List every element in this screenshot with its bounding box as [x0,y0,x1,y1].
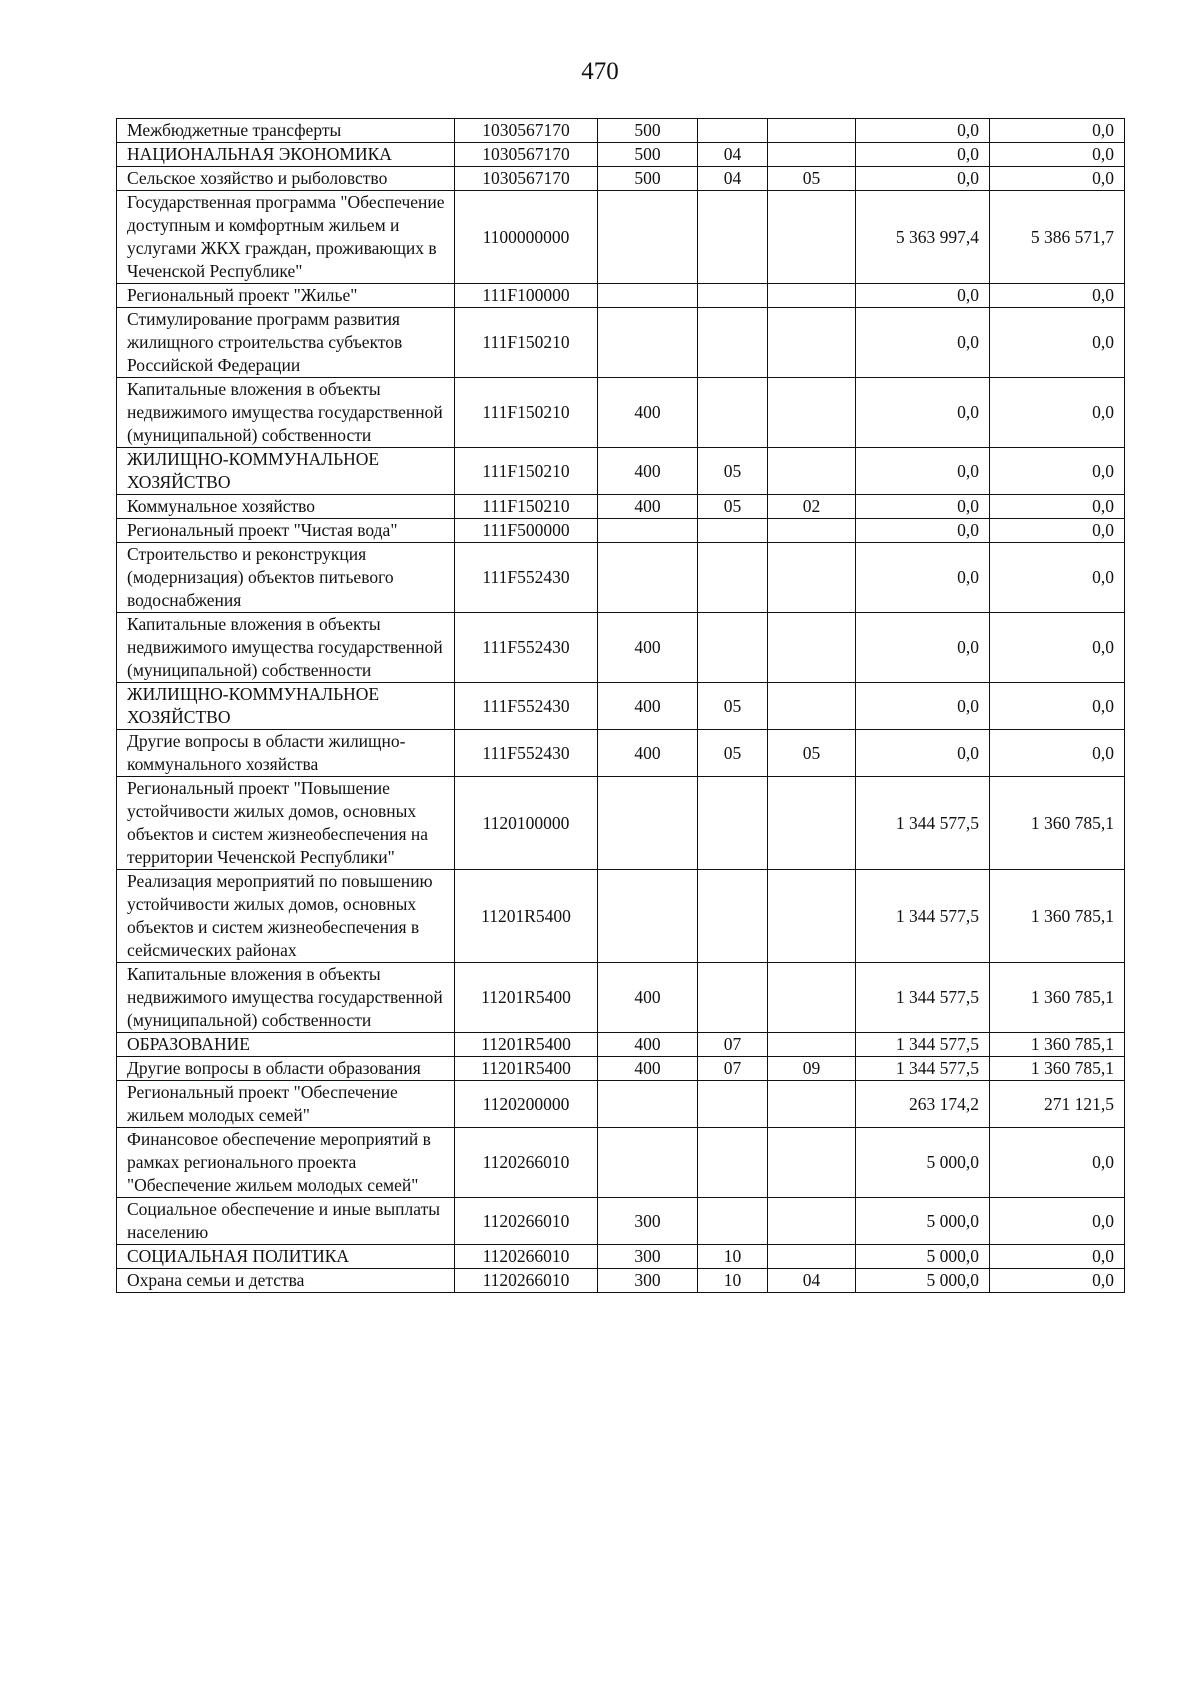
row-name: Капитальные вложения в объекты недвижимого имущества государственной (муниципальной) собственности [117,963,455,1033]
row-section [698,191,768,284]
row-amount-2: 0,0 [990,119,1125,143]
row-name: Другие вопросы в области жилищно-коммунального хозяйства [117,730,455,777]
row-expense-type: 400 [598,1033,698,1057]
row-expense-type [598,1128,698,1198]
row-amount-1: 0,0 [856,730,990,777]
row-expense-type [598,777,698,870]
row-amount-2: 0,0 [990,1198,1125,1245]
row-section: 05 [698,730,768,777]
table-row [117,1128,1125,1198]
row-name: Региональный проект "Обеспечение жильем молодых семей" [117,1081,455,1128]
row-code: 111F552430 [455,613,598,683]
row-amount-1: 0,0 [856,683,990,730]
row-amount-2: 1 360 785,1 [990,1057,1125,1081]
row-expense-type: 400 [598,730,698,777]
row-subsection: 09 [768,1057,856,1081]
row-name: Межбюджетные трансферты [117,119,455,143]
row-code: 1100000000 [455,191,598,284]
row-amount-2: 0,0 [990,613,1125,683]
row-expense-type [598,519,698,543]
table-row [117,167,1125,191]
row-amount-2: 0,0 [990,519,1125,543]
row-code: 111F500000 [455,519,598,543]
row-subsection [768,777,856,870]
row-name: Сельское хозяйство и рыболовство [117,167,455,191]
row-expense-type: 400 [598,448,698,495]
row-section: 04 [698,167,768,191]
row-amount-2: 1 360 785,1 [990,1033,1125,1057]
row-amount-1: 5 000,0 [856,1269,990,1293]
row-amount-2: 0,0 [990,167,1125,191]
row-subsection [768,519,856,543]
row-section [698,543,768,613]
row-code: 1030567170 [455,119,598,143]
row-code: 11201R5400 [455,963,598,1033]
row-amount-1: 5 000,0 [856,1128,990,1198]
table-row [117,777,1125,870]
row-subsection: 05 [768,167,856,191]
row-subsection [768,1081,856,1128]
row-name: Капитальные вложения в объекты недвижимого имущества государственной (муниципальной) собственности [117,613,455,683]
row-name: Реализация мероприятий по повышению устойчивости жилых домов, основных объектов и систем жизнеобеспечения в сейсмических районах [117,870,455,963]
row-amount-2: 0,0 [990,1245,1125,1269]
row-expense-type: 500 [598,167,698,191]
row-section [698,1128,768,1198]
row-subsection [768,284,856,308]
row-section: 10 [698,1269,768,1293]
row-amount-2: 0,0 [990,284,1125,308]
row-section: 05 [698,448,768,495]
row-code: 111F552430 [455,543,598,613]
row-expense-type: 300 [598,1198,698,1245]
table-body [117,119,1125,1293]
row-section [698,119,768,143]
row-section: 05 [698,495,768,519]
row-code: 11201R5400 [455,870,598,963]
row-subsection [768,191,856,284]
row-section [698,284,768,308]
table-row [117,519,1125,543]
row-expense-type: 400 [598,495,698,519]
row-name: Государственная программа "Обеспечение доступным и комфортным жильем и услугами ЖКХ граждан, проживающих в Чеченской Республике" [117,191,455,284]
row-subsection [768,143,856,167]
row-code: 1120266010 [455,1198,598,1245]
row-subsection: 04 [768,1269,856,1293]
table-row [117,683,1125,730]
row-amount-1: 0,0 [856,143,990,167]
row-expense-type: 400 [598,963,698,1033]
row-code: 1120100000 [455,777,598,870]
row-code: 1120200000 [455,1081,598,1128]
table-row [117,378,1125,448]
row-amount-1: 0,0 [856,284,990,308]
row-code: 111F150210 [455,308,598,378]
row-name: ОБРАЗОВАНИЕ [117,1033,455,1057]
row-amount-2: 0,0 [990,683,1125,730]
table-row [117,119,1125,143]
row-amount-1: 5 000,0 [856,1245,990,1269]
row-expense-type [598,1081,698,1128]
row-subsection [768,1245,856,1269]
row-amount-2: 1 360 785,1 [990,777,1125,870]
row-name: Региональный проект "Жилье" [117,284,455,308]
table-row [117,543,1125,613]
row-amount-2: 0,0 [990,543,1125,613]
row-expense-type [598,870,698,963]
budget-table [116,118,1125,1293]
table-row [117,613,1125,683]
row-section: 07 [698,1033,768,1057]
row-amount-1: 1 344 577,5 [856,777,990,870]
table-row [117,143,1125,167]
row-amount-2: 0,0 [990,1128,1125,1198]
row-section: 05 [698,683,768,730]
row-code: 111F150210 [455,495,598,519]
row-amount-1: 1 344 577,5 [856,870,990,963]
row-amount-2: 1 360 785,1 [990,963,1125,1033]
row-subsection [768,683,856,730]
row-subsection [768,119,856,143]
row-code: 1120266010 [455,1269,598,1293]
row-expense-type: 300 [598,1269,698,1293]
row-expense-type: 500 [598,119,698,143]
row-amount-2: 0,0 [990,448,1125,495]
row-expense-type [598,543,698,613]
row-amount-1: 1 344 577,5 [856,1057,990,1081]
table-row [117,1245,1125,1269]
row-name: ЖИЛИЩНО-КОММУНАЛЬНОЕ ХОЗЯЙСТВО [117,448,455,495]
row-amount-2: 1 360 785,1 [990,870,1125,963]
row-section: 07 [698,1057,768,1081]
row-amount-1: 5 363 997,4 [856,191,990,284]
row-expense-type: 400 [598,683,698,730]
row-amount-1: 0,0 [856,613,990,683]
row-amount-1: 0,0 [856,308,990,378]
row-amount-1: 0,0 [856,495,990,519]
row-amount-1: 0,0 [856,167,990,191]
table-row [117,448,1125,495]
row-name: НАЦИОНАЛЬНАЯ ЭКОНОМИКА [117,143,455,167]
row-amount-2: 0,0 [990,1269,1125,1293]
row-section [698,308,768,378]
row-subsection [768,963,856,1033]
row-amount-1: 0,0 [856,543,990,613]
row-expense-type [598,308,698,378]
row-section [698,1198,768,1245]
row-amount-1: 1 344 577,5 [856,1033,990,1057]
row-amount-2: 0,0 [990,730,1125,777]
row-subsection [768,613,856,683]
table-row [117,963,1125,1033]
row-name: Строительство и реконструкция (модернизация) объектов питьевого водоснабжения [117,543,455,613]
table-row [117,284,1125,308]
table-row [117,1269,1125,1293]
row-section [698,613,768,683]
row-amount-2: 0,0 [990,308,1125,378]
row-subsection [768,870,856,963]
table-row [117,870,1125,963]
row-code: 11201R5400 [455,1057,598,1081]
row-amount-1: 0,0 [856,378,990,448]
row-subsection [768,543,856,613]
row-section [698,1081,768,1128]
row-section [698,378,768,448]
row-name: Другие вопросы в области образования [117,1057,455,1081]
row-code: 11201R5400 [455,1033,598,1057]
row-code: 111F150210 [455,378,598,448]
table-row [117,1033,1125,1057]
row-subsection [768,378,856,448]
row-name: Коммунальное хозяйство [117,495,455,519]
row-code: 1120266010 [455,1245,598,1269]
row-expense-type [598,284,698,308]
row-subsection [768,448,856,495]
row-amount-2: 0,0 [990,495,1125,519]
row-section [698,777,768,870]
row-amount-1: 5 000,0 [856,1198,990,1245]
row-name: Региональный проект "Повышение устойчивости жилых домов, основных объектов и систем жизнеобеспечения на территории Чеченской Республики" [117,777,455,870]
row-section: 04 [698,143,768,167]
row-subsection [768,308,856,378]
row-amount-2: 5 386 571,7 [990,191,1125,284]
row-name: Социальное обеспечение и иные выплаты населению [117,1198,455,1245]
row-section [698,519,768,543]
row-name: Региональный проект "Чистая вода" [117,519,455,543]
row-amount-1: 1 344 577,5 [856,963,990,1033]
row-code: 111F150210 [455,448,598,495]
row-code: 111F100000 [455,284,598,308]
row-name: ЖИЛИЩНО-КОММУНАЛЬНОЕ ХОЗЯЙСТВО [117,683,455,730]
row-code: 111F552430 [455,683,598,730]
row-amount-1: 0,0 [856,119,990,143]
row-code: 1030567170 [455,143,598,167]
table-row [117,1057,1125,1081]
row-name: СОЦИАЛЬНАЯ ПОЛИТИКА [117,1245,455,1269]
row-expense-type: 400 [598,613,698,683]
row-subsection: 05 [768,730,856,777]
row-code: 1120266010 [455,1128,598,1198]
table-row [117,1081,1125,1128]
row-subsection: 02 [768,495,856,519]
table-row [117,308,1125,378]
row-section [698,870,768,963]
table-row [117,730,1125,777]
row-name: Финансовое обеспечение мероприятий в рамках регионального проекта "Обеспечение жильем молодых семей" [117,1128,455,1198]
table-row [117,1198,1125,1245]
row-expense-type: 300 [598,1245,698,1269]
row-amount-2: 0,0 [990,143,1125,167]
row-code: 111F552430 [455,730,598,777]
row-amount-1: 0,0 [856,448,990,495]
row-code: 1030567170 [455,167,598,191]
row-expense-type [598,191,698,284]
table-row [117,495,1125,519]
row-subsection [768,1198,856,1245]
page-number: 470 [581,58,619,85]
row-expense-type: 400 [598,1057,698,1081]
row-expense-type: 500 [598,143,698,167]
row-name: Стимулирование программ развития жилищного строительства субъектов Российской Федерации [117,308,455,378]
row-subsection [768,1033,856,1057]
row-amount-2: 0,0 [990,378,1125,448]
row-subsection [768,1128,856,1198]
row-section [698,963,768,1033]
row-amount-2: 271 121,5 [990,1081,1125,1128]
row-expense-type: 400 [598,378,698,448]
row-section: 10 [698,1245,768,1269]
row-amount-1: 263 174,2 [856,1081,990,1128]
row-name: Охрана семьи и детства [117,1269,455,1293]
row-amount-1: 0,0 [856,519,990,543]
row-name: Капитальные вложения в объекты недвижимого имущества государственной (муниципальной) собственности [117,378,455,448]
table-row [117,191,1125,284]
